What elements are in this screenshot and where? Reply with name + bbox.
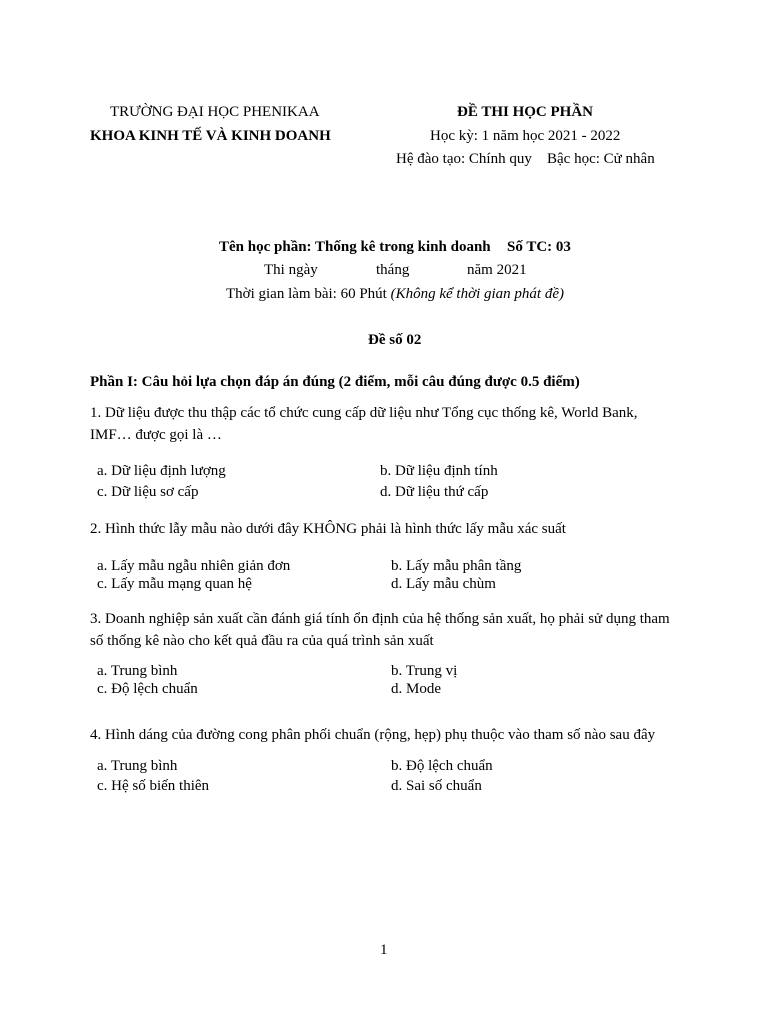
question-4-option-c: c. Hệ số biến thiên (97, 778, 210, 794)
question-3-text: 3. Doanh nghiệp sản xuất cần đánh giá tính ổn định của hệ thống sản xuất, họ phải sử dụng tham số thống kê nào cho kết quả đầu ra của quá trình sản xuất (90, 611, 670, 649)
question-2-option-a: a. Lấy mẫu ngẫu nhiên giản đơn (97, 558, 291, 574)
question-2-option-c: c. Lấy mẫu mạng quan hệ (97, 576, 252, 592)
question-3-option-d: d. Mode (391, 681, 441, 697)
exam-date-month: tháng (376, 262, 410, 278)
duration-note: (Không kể thời gian phát đề) (390, 286, 564, 302)
question-1-option-d: d. Dữ liệu thứ cấp (380, 484, 489, 500)
program-info: Hệ đào tạo: Chính quy (396, 151, 532, 167)
exam-code: Đề số 02 (368, 332, 422, 348)
exam-title: ĐỀ THI HỌC PHẦN (457, 104, 593, 120)
university-name: TRƯỜNG ĐẠI HỌC PHENIKAA (110, 104, 320, 120)
course-credits: Số TC: 03 (507, 239, 571, 255)
question-1-text: 1. Dữ liệu được thu thập các tổ chức cung cấp dữ liệu như Tổng cục thống kê, World Bank, IMF… được gọi là … (90, 405, 638, 443)
exam-date-year: năm 2021 (467, 262, 527, 278)
question-3-option-a: a. Trung bình (97, 663, 178, 679)
degree-level: Bậc học: Cử nhân (547, 151, 655, 167)
question-2-text: 2. Hình thức lẫy mẫu nào dưới đây KHÔNG phải là hình thức lấy mẫu xác suất (90, 521, 566, 537)
exam-duration (226, 285, 564, 303)
semester-info: Học kỳ: 1 năm học 2021 - 2022 (430, 128, 621, 144)
question-1-option-b: b. Dữ liệu định tính (380, 463, 498, 479)
question-1-option-c: c. Dữ liệu sơ cấp (97, 484, 199, 500)
page-number: 1 (380, 942, 388, 958)
part1-title: Phần I: Câu hỏi lựa chọn đáp án đúng (2 điểm, mỗi câu đúng được 0.5 điểm) (90, 374, 580, 390)
question-4-option-a: a. Trung bình (97, 758, 178, 774)
question-4-option-d: d. Sai số chuẩn (391, 778, 482, 794)
question-2-option-d: d. Lấy mẫu chùm (391, 576, 496, 592)
course-name: Tên học phần: Thống kê trong kinh doanh (219, 239, 491, 255)
question-4-option-b: b. Độ lệch chuẩn (391, 758, 493, 774)
question-3-option-c: c. Độ lệch chuẩn (97, 681, 198, 697)
faculty-name: KHOA KINH TẾ VÀ KINH DOANH (90, 128, 331, 144)
question-4-text: 4. Hình dáng của đường cong phân phối chuẩn (rộng, hẹp) phụ thuộc vào tham số nào sau đây (90, 727, 656, 743)
question-2-option-b: b. Lấy mẫu phân tầng (391, 558, 522, 574)
question-3-option-b: b. Trung vị (391, 663, 458, 679)
question-1-option-a: a. Dữ liệu định lượng (97, 463, 226, 479)
duration-text: Thời gian làm bài: 60 Phút (226, 286, 387, 302)
exam-date-day: Thi ngày (264, 262, 318, 278)
